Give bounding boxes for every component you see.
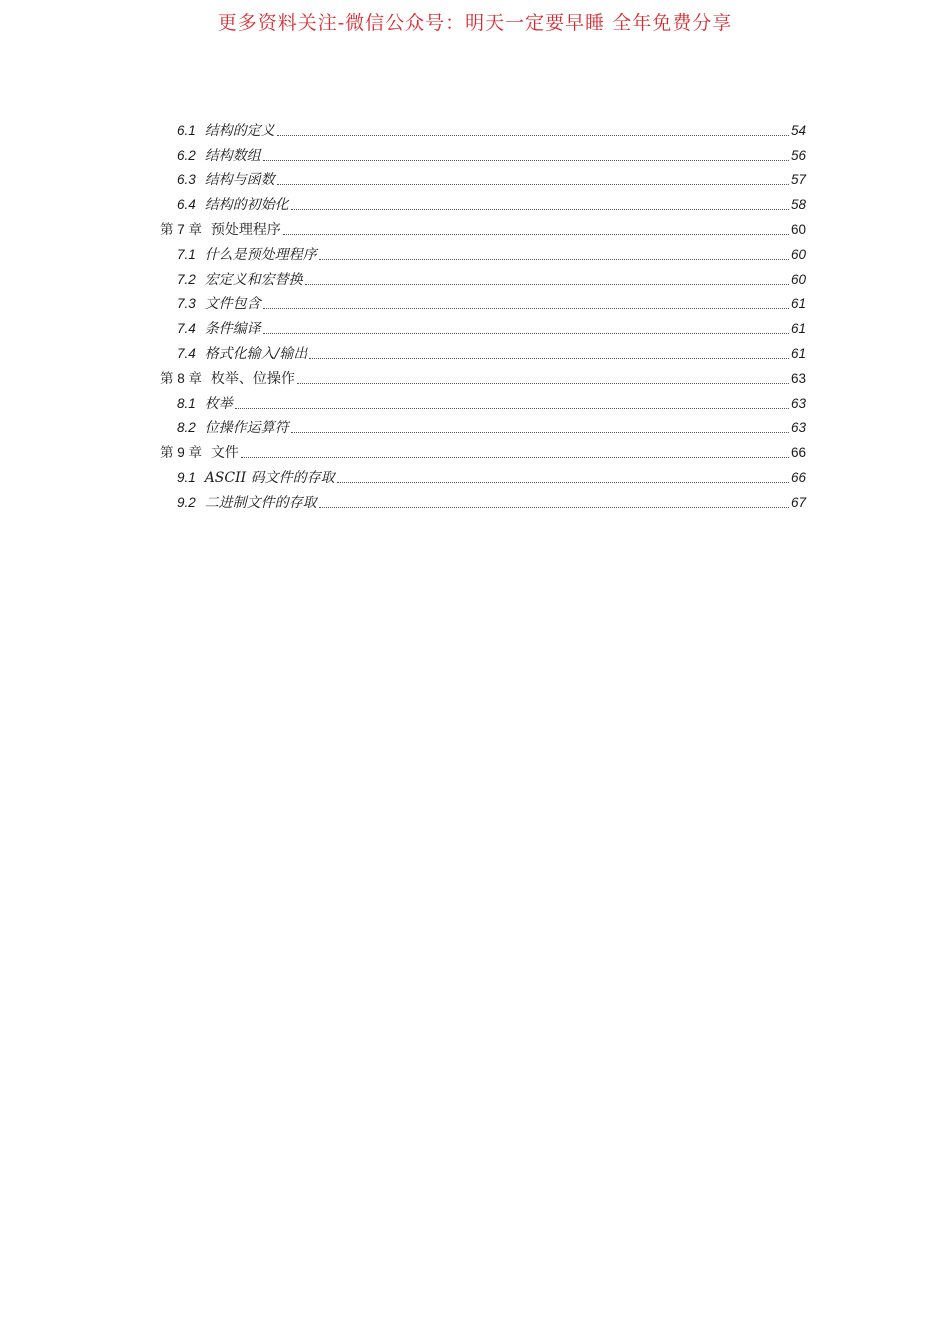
toc-entry-page-number: 61: [790, 321, 806, 337]
toc-entry-page-number: 60: [790, 221, 806, 237]
toc-dot-leader: [235, 408, 789, 409]
toc-dot-leader: [241, 457, 789, 458]
toc-entry-page-number: 63: [790, 395, 806, 411]
toc-dot-leader: [291, 432, 789, 433]
toc-entry-title: 枚举、位操作: [210, 370, 295, 387]
toc-entry-gap: [196, 122, 205, 140]
toc-entry-number: 第 8 章: [160, 370, 203, 386]
toc-entry-gap: [196, 271, 205, 289]
toc-chapter-entry[interactable]: [160, 214, 806, 239]
promo-banner: 更多资料关注-微信公众号：明天一定要早睡 全年免费分享: [217, 12, 733, 34]
toc-entry-gap: [196, 196, 205, 214]
toc-entry-page-number: 61: [790, 345, 806, 361]
toc-dot-leader: [297, 383, 789, 384]
toc-entry-title: 条件编译: [204, 321, 261, 338]
toc-entry-number: 7.2: [177, 271, 196, 287]
toc-entry-gap: [196, 469, 205, 487]
toc-entry-page-number: 57: [790, 172, 806, 188]
toc-entry-title: 结构与函数: [204, 172, 275, 189]
toc-entry-page-number: 60: [790, 246, 806, 262]
toc-entry-number: 7.1: [177, 246, 196, 262]
toc-entry-title: ASCII 码文件的存取: [204, 469, 335, 486]
toc-entry-number: 9.2: [177, 494, 196, 510]
toc-entry-title: 宏定义和宏替换: [204, 271, 303, 288]
toc-dot-leader: [283, 234, 789, 235]
toc-chapter-entry[interactable]: [160, 363, 806, 388]
toc-entry-title: 位操作运算符: [204, 420, 289, 437]
toc-entry-number: 9.1: [177, 469, 196, 485]
toc-chapter-entry[interactable]: [160, 437, 806, 462]
toc-entry-page-number: 63: [790, 370, 806, 386]
toc-entry-gap: [196, 246, 205, 264]
toc-section-entry[interactable]: [160, 239, 806, 264]
toc-entry-page-number: 67: [790, 494, 806, 510]
toc-entry-number: 7.4: [177, 345, 196, 361]
toc-section-entry[interactable]: [160, 388, 806, 413]
toc-dot-leader: [319, 259, 789, 260]
toc-entry-gap: [196, 171, 205, 189]
toc-entry-number: 8.2: [177, 420, 196, 436]
toc-entry-title: 结构数组: [204, 147, 261, 164]
toc-dot-leader: [337, 482, 789, 483]
toc-entry-title: 文件: [210, 445, 239, 462]
toc-dot-leader: [291, 209, 789, 210]
toc-entry-title: 文件包含: [204, 296, 261, 313]
toc-entry-gap: [196, 147, 205, 165]
toc-entry-title: 结构的初始化: [204, 197, 289, 214]
toc-entry-gap: [202, 370, 211, 388]
toc-section-entry[interactable]: [160, 289, 806, 314]
toc-section-entry[interactable]: [160, 140, 806, 165]
toc-entry-gap: [196, 295, 205, 313]
toc-entry-number: 7.3: [177, 296, 196, 312]
toc-entry-gap: [202, 221, 211, 239]
toc-entry-gap: [196, 419, 205, 437]
toc-entry-page-number: 58: [790, 197, 806, 213]
toc-entry-number: 6.4: [177, 197, 196, 213]
toc-entry-page-number: 66: [790, 469, 806, 485]
toc-entry-page-number: 56: [790, 147, 806, 163]
toc-section-entry[interactable]: [160, 264, 806, 289]
toc-entry-title: 枚举: [204, 395, 233, 412]
toc-entry-gap: [202, 444, 211, 462]
toc-dot-leader: [263, 333, 789, 334]
toc-entry-page-number: 66: [790, 445, 806, 461]
toc-section-entry[interactable]: [160, 462, 806, 487]
toc-entry-gap: [196, 345, 205, 363]
toc-entry-page-number: 61: [790, 296, 806, 312]
toc-entry-gap: [196, 320, 205, 338]
toc-entry-number: 7.4: [177, 321, 196, 337]
toc-dot-leader: [277, 135, 789, 136]
toc-entry-title: 格式化输入/输出: [204, 345, 308, 362]
toc-section-entry[interactable]: [160, 115, 806, 140]
toc-dot-leader: [319, 507, 789, 508]
toc-section-entry[interactable]: [160, 413, 806, 438]
toc-section-entry[interactable]: [160, 487, 806, 512]
toc-entry-page-number: 63: [790, 420, 806, 436]
toc-entry-number: 第 7 章: [160, 221, 203, 237]
toc-dot-leader: [263, 308, 789, 309]
toc-entry-number: 6.1: [177, 122, 196, 138]
toc-entry-number: 8.1: [177, 395, 196, 411]
toc-entry-title: 二进制文件的存取: [204, 494, 317, 511]
toc-entry-title: 什么是预处理程序: [204, 246, 317, 263]
toc-section-entry[interactable]: [160, 338, 806, 363]
toc-dot-leader: [305, 284, 789, 285]
toc-entry-gap: [196, 395, 205, 413]
toc-entry-page-number: 60: [790, 271, 806, 287]
toc-entry-title: 结构的定义: [204, 122, 275, 139]
toc-dot-leader: [309, 358, 789, 359]
toc-entry-number: 6.2: [177, 147, 196, 163]
toc-section-entry[interactable]: [160, 165, 806, 190]
toc-entry-page-number: 54: [790, 122, 806, 138]
toc-entry-number: 6.3: [177, 172, 196, 188]
toc-dot-leader: [263, 160, 789, 161]
toc-dot-leader: [277, 184, 789, 185]
table-of-contents: [160, 115, 806, 512]
toc-section-entry[interactable]: [160, 313, 806, 338]
toc-entry-number: 第 9 章: [160, 445, 203, 461]
toc-section-entry[interactable]: [160, 189, 806, 214]
toc-entry-gap: [196, 494, 205, 512]
toc-entry-title: 预处理程序: [210, 221, 281, 238]
